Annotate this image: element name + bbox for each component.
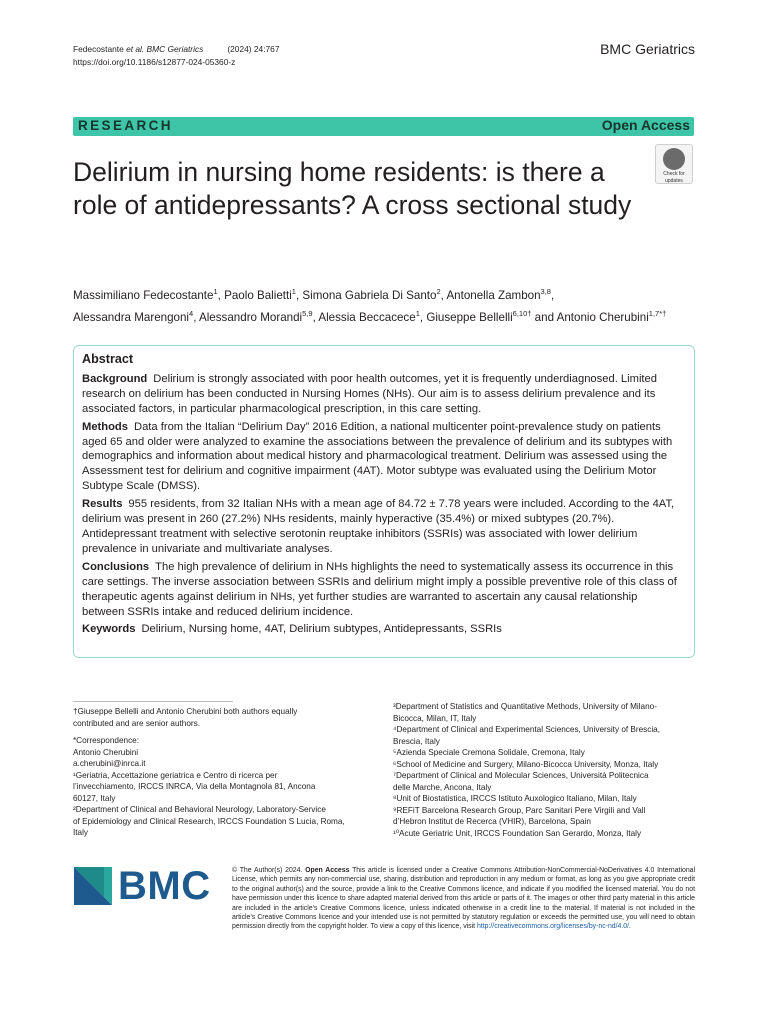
- footnote-line: ²Department of Clinical and Behavioral Neurology, Laboratory-Service: [73, 805, 326, 814]
- doi-link[interactable]: https://doi.org/10.1186/s12877-024-05360-z: [73, 57, 236, 67]
- footnotes-right: [393, 701, 693, 839]
- author-name: Alessia Beccacece: [318, 311, 416, 325]
- footnote-line: 60127, Italy: [73, 793, 116, 803]
- footnote-block: [73, 706, 363, 729]
- author-name: Simona Gabriela Di Santo: [302, 288, 437, 302]
- affiliation-line: ¹⁰Acute Geriatric Unit, IRCCS Foundation San Gerardo, Monza, Italy: [393, 828, 642, 838]
- affiliation-line: Brescia, Italy: [393, 736, 440, 746]
- author-separator: ,: [419, 311, 427, 325]
- footnote-line: †Giuseppe Bellelli and Antonio Cherubini both authors equally: [73, 707, 298, 716]
- check-updates-line1: Check for: [663, 171, 685, 177]
- author-name: Massimiliano Fedecostante: [73, 288, 214, 302]
- author-list: [73, 283, 698, 328]
- author-affiliation: 4: [189, 309, 194, 319]
- affiliation-line: ⁵Azienda Speciale Cremona Solidale, Cremona, Italy: [393, 748, 585, 757]
- affiliation-line: ⁶School of Medicine and Surgery, Milano-Bicocca University, Monza, Italy: [393, 759, 659, 769]
- author-name: Alessandro Morandi: [199, 311, 303, 325]
- bmc-logo: [74, 864, 214, 908]
- author-name: Antonella Zambon: [446, 288, 541, 302]
- author-separator: ,: [193, 311, 199, 325]
- affiliation-line: delle Marche, Ancona, Italy: [393, 782, 492, 792]
- footnote-line: of Epidemiology and Clinical Research, IRCCS Foundation S Lucia, Roma,: [73, 816, 345, 826]
- footnote-line: contributed and are senior authors.: [73, 718, 200, 728]
- footnote-line: a.cherubini@inrca.it: [73, 759, 146, 768]
- abstract-heading: Abstract: [82, 352, 134, 366]
- running-header: [73, 43, 280, 69]
- check-updates-icon: [663, 148, 685, 170]
- author-name: Giuseppe Bellelli: [426, 311, 513, 325]
- citation-year: (2024) 24:767: [227, 44, 280, 54]
- citation-journal: et al. BMC Geriatrics: [126, 44, 204, 54]
- footnote-line: l’invecchiamento, IRCCS INRCA, Via della Montagnola 81, Ancona: [73, 782, 316, 791]
- abstract-box: [73, 345, 695, 658]
- license-link[interactable]: http://creativecommons.org/licenses/by-nc-nd/4.0/: [476, 923, 630, 931]
- article-title: Delirium in nursing home residents: is there a role of antidepressants? A cross sectional study: [73, 157, 632, 220]
- author-affiliation: 2: [436, 287, 441, 296]
- section-label: RESEARCH: [78, 118, 173, 133]
- author-name: Paolo Balietti: [224, 288, 292, 302]
- citation-authors: Fedecostante: [73, 44, 127, 54]
- journal-name: BMC Geriatrics: [600, 41, 695, 57]
- affiliation-line: ⁹REFiT Barcelona Research Group, Parc Sanitari Pere Virgili and Vall: [393, 805, 646, 815]
- bmc-logo-text: BMC: [118, 864, 211, 908]
- open-access-label: Open Access: [601, 117, 690, 133]
- abstract-methods: Methods Data from the Italian “Delirium Day” 2016 Edition, a national multicenter point-prevalence study on patients aged 65 and older were analyzed to examine the associations between the prevalence of delirium and its subtypes with demographics and information about medical history and pharmacological treatment. Delirium was assessed using the Assessment test for delirium and cognitive impairment (4AT). Motor subtype was evaluated using the Delirium Motor Subtype Scale (DMSS).: [82, 420, 673, 493]
- check-updates-line2: updates: [665, 178, 683, 184]
- abstract-content: [82, 352, 682, 640]
- abstract-conclusions: Conclusions The high prevalence of delirium in NHs highlights the need to systematically assess its occurrence in this care settings. The inverse association between SSRIs and delirium might imply a possible preventive role of this class of therapeutic agents against delirium in NHs, yet further studies are warranted to ascertain any causal relationship between SSRIs intake and reduced delirium incidence.: [82, 560, 677, 618]
- affiliation-line: d’Hebron Institut de Recerca (VHIR), Barcelona, Spain: [393, 817, 591, 826]
- license-text: © The Author(s) 2024. Open Access This article is licensed under a Creative Commons Attribution-NonCommercial-NoDerivatives 4.0 International License, which permits any non-commercial use, sharing, distribution and reproduction in any medium or format, as long as you give appropriate credit to the original author(s) and the source, provide a link to the Creative Commons licence, and indicate if you modified the licensed material. You do not have permission under this licence to share adapted material derived from this article or parts of it. The images or other third party material in this article are included in the article’s Creative Commons licence, unless indicated otherwise in a credit line to the material. If material is not included in the article’s Creative Commons licence and your intended use is not permitted by statutory regulation or exceeds the permitted use, you will need to obtain permission directly from the copyright holder. To view a copy of this licence, visit http://creativecommons.org/licenses/by-nc-nd/4.0/.: [232, 867, 696, 931]
- bmc-logo-icon: [74, 867, 112, 905]
- affiliation-line: Bicocca, Milan, IT, Italy: [393, 713, 477, 723]
- author-separator: ,: [550, 288, 555, 302]
- footnote-block: [73, 735, 363, 839]
- open-access-bold: Open Access: [305, 867, 350, 874]
- author-separator: ,: [295, 288, 303, 302]
- abstract-background: Background Delirium is strongly associated with poor health outcomes, yet it is frequently underdiagnosed. Limited research on delirium has been conducted in Nursing Homes (NHs). Our aim is to assess delirium prevalence and its associated factors, in particular pharmacological prescription, in this care setting.: [82, 372, 657, 415]
- author-affiliation: 1: [415, 309, 420, 319]
- author-name: Antonio Cherubini: [556, 311, 649, 325]
- author-affiliation: 1: [213, 287, 218, 296]
- section-band: [73, 117, 694, 136]
- author-affiliation: 6,10†: [512, 309, 532, 319]
- affiliation-line: ⁸Unit of Biostatistica, IRCCS Istituto Auxologico Italiano, Milan, Italy: [393, 794, 637, 803]
- footnotes-left: [73, 706, 363, 845]
- author-separator: ,: [440, 288, 447, 302]
- author-separator: and: [531, 311, 557, 325]
- author-affiliation: 5,9: [302, 309, 313, 319]
- affiliation-line: ⁷Department of Clinical and Molecular Sciences, Università Politecnica: [393, 771, 649, 780]
- author-affiliation: 1,7*†: [648, 309, 667, 319]
- footnote-line: ¹Geriatria, Accettazione geriatrica e Centro di ricerca per: [73, 770, 278, 780]
- author-separator: ,: [217, 288, 225, 302]
- affiliation-line: ⁴Department of Clinical and Experimental Sciences, University of Brescia,: [393, 725, 660, 734]
- check-for-updates-badge[interactable]: [655, 144, 693, 184]
- footnote-line: Antonio Cherubini: [73, 747, 139, 757]
- author-separator: ,: [312, 311, 319, 325]
- abstract-results: Results 955 residents, from 32 Italian NHs with a mean age of 84.72 ± 7.78 years were included. According to the 4AT, delirium was present in 260 (27.2%) NHs residents, mainly hyperactive (35.4%) or mixed subtypes (20.7%). Antidepressant treatment with selective serotonin reuptake inhibitors (SSRIs) was associated with lower delirium prevalence in univariate and multivariate analyses.: [82, 498, 675, 555]
- affiliation-line: ³Department of Statistics and Quantitative Methods, University of Milano-: [393, 702, 657, 711]
- citation-line: [73, 43, 280, 56]
- author-affiliation: 3,8: [540, 287, 551, 296]
- author-name: Alessandra Marengoni: [73, 311, 190, 325]
- footnote-rule: [73, 701, 233, 702]
- author-affiliation: 1: [291, 287, 296, 296]
- footnote-line: Italy: [73, 828, 89, 837]
- abstract-keywords: Keywords Delirium, Nursing home, 4AT, Delirium subtypes, Antidepressants, SSRIs: [82, 623, 502, 636]
- footnote-line: *Correspondence:: [73, 736, 139, 745]
